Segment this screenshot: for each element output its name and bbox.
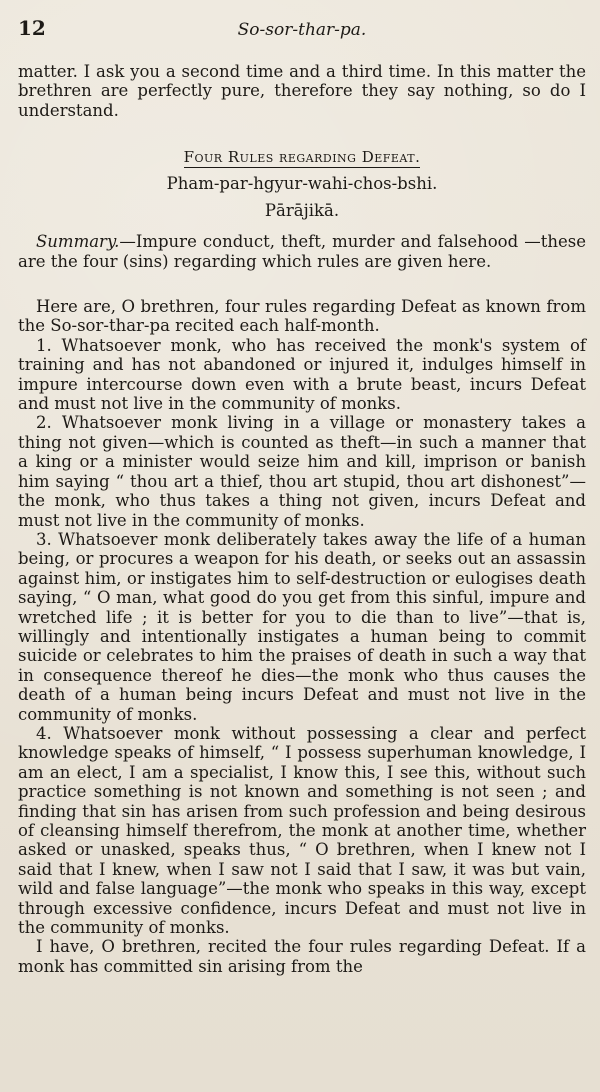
section-title	[18, 148, 586, 166]
paragraph-rule-1: 1. Whatsoever monk, who has received the monk's system of training and has not abandoned or injured it, indulges himself in impure intercourse down even with a brute beast, incurs Defeat and must not live in the community of monks.	[18, 335, 586, 414]
summary-label: Summary.	[36, 232, 120, 252]
paragraph-intro-rules: Here are, O brethren, four rules regarding Defeat as known from the So-sor-thar-pa recited each half-month.	[18, 297, 586, 336]
page-header	[18, 14, 586, 42]
paragraph-rule-4: 4. Whatsoever monk without possessing a clear and perfect knowledge speaks of himself, “ I possess superhuman knowledge, I am an elect, I am a specialist, I know this, I see this, without such practice something is not known and something is not seen ; and finding that sin has arisen from such profession and being desirous of cleansing himself therefrom, the monk at another time, whether asked or unasked, speaks thus, “ O brethren, when I knew not I said that I knew, when I saw not I said that I saw, it was but vain, wild and false language”—the monk who speaks in this way, except through excessive confidence, incurs Defeat and must not live in the community of monks.	[18, 723, 586, 938]
subtitle-pali: Pārājikā.	[264, 201, 340, 221]
page-number: 12	[18, 16, 46, 40]
running-title: So-sor-thar-pa.	[237, 20, 367, 40]
intro-paragraph: matter. I ask you a second time and a third time. In this matter the brethren are perfectly pure, therefore they say nothing, so do I understand.	[18, 62, 586, 120]
summary-paragraph	[18, 232, 586, 271]
paragraph-rule-3: 3. Whatsoever monk deliberately takes away the life of a human being, or procures a weapon for his death, or seeks out an assassin against him, or instigates him to self-destruction or eulogises death saying, “ O man, what good do you get from this sinful, impure and wretched life ; it is better for you to die than to live”—that is, willingly and intentionally instigates a human being to commit suicide or celebrates to him the praises of death in such a way that in consequence thereof he dies—the monk who thus causes the death of a human being incurs Defeat and must not live in the community of monks.	[18, 529, 586, 724]
paragraph-rule-2: 2. Whatsoever monk living in a village or monastery takes a thing not given—which is counted as theft—in such a manner that a king or a minister would seize him and kill, imprison or banish him saying “ thou art a thief, thou art stupid, thou art dishonest”—the monk, who thus takes a thing not given, incurs Defeat and must not live in the community of monks.	[18, 413, 586, 530]
spacer	[18, 285, 586, 297]
section-title-text: Four Rules regarding Defeat.	[183, 148, 421, 167]
subtitle-tibetan: Pham-par-hgyur-wahi-chos-bshi.	[166, 174, 438, 194]
paragraph-closing: I have, O brethren, recited the four rules regarding Defeat. If a monk has committed sin arising from the	[18, 937, 586, 976]
summary-text: —Impure conduct, theft, murder and falsehood —these are the four (sins) regarding which rules are given here.	[18, 232, 586, 271]
